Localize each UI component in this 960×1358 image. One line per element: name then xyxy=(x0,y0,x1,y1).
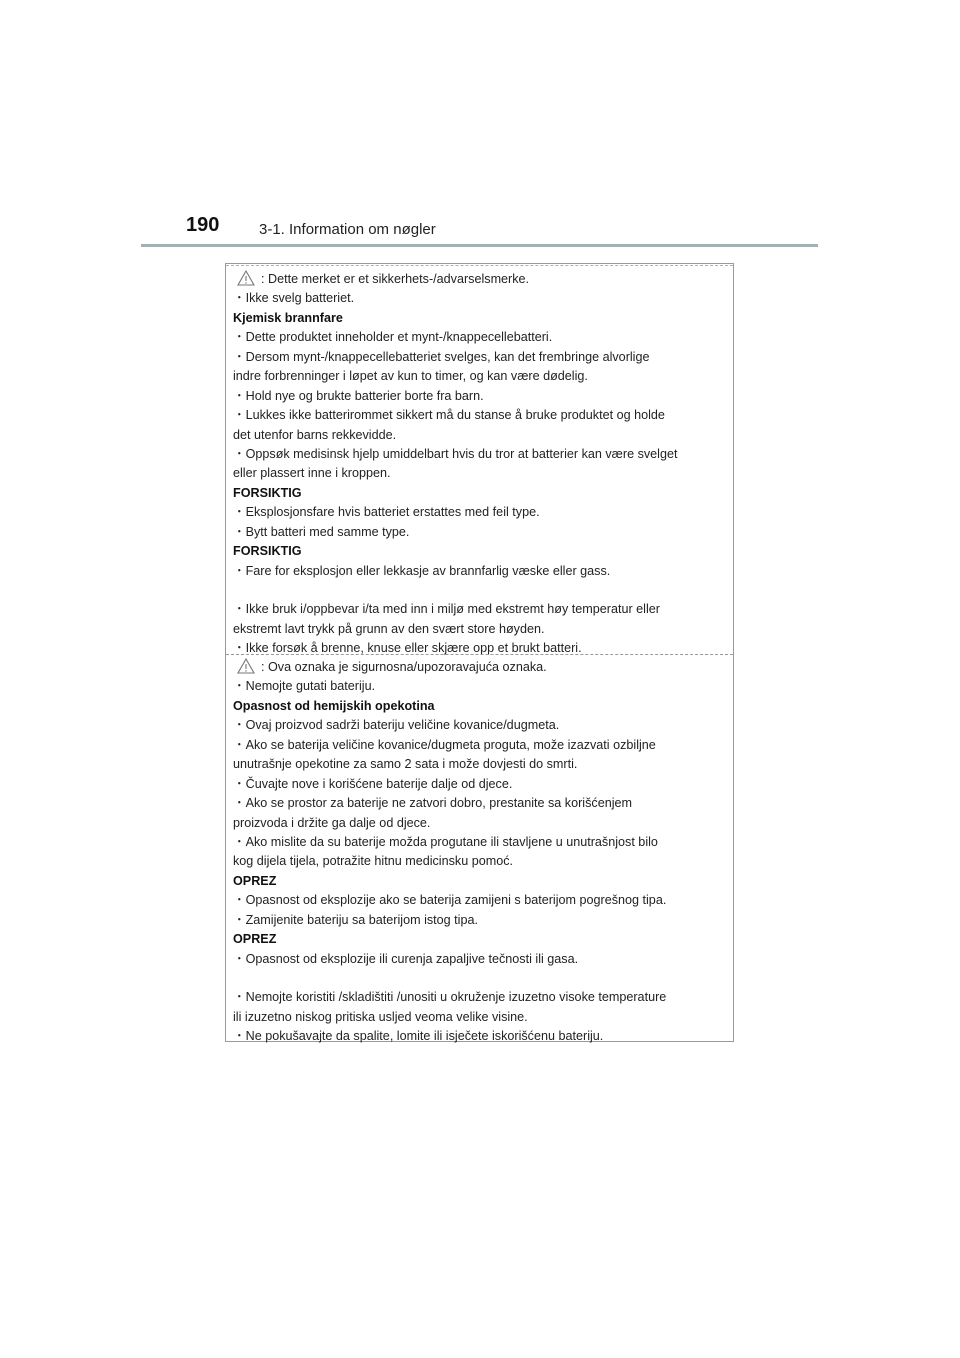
text-line: ・Nemojte koristiti /skladištiti /unositi u okruženje izuzetno visoke temperature xyxy=(233,990,667,1005)
text-line: ・Lukkes ikke batterirommet sikkert må du stanse å bruke produktet og holde xyxy=(233,408,665,423)
text-line: unutrašnje opekotine za samo 2 sata i može dovjesti do smrti. xyxy=(233,757,578,772)
text-line: ・Bytt batteri med samme type. xyxy=(233,524,410,539)
text-line: proizvoda i držite ga dalje od djece. xyxy=(233,815,431,830)
text-line: ・Ikke svelg batteriet. xyxy=(233,291,355,306)
norwegian-intro-line xyxy=(233,270,729,289)
text-line: ili izuzetno niskog pritiska usljed veoma velike visine. xyxy=(233,1009,528,1024)
text-line: ・Eksplosjonsfare hvis batteriet erstattes med feil type. xyxy=(233,505,540,520)
page-number: 190 xyxy=(186,214,220,236)
top-dashed-line xyxy=(226,265,733,266)
text-line: ・Oppsøk medisinsk hjelp umiddelbart hvis du tror at batterier kan være svelget xyxy=(233,446,678,461)
croatian-section xyxy=(233,658,729,1047)
text-line: ・Opasnost od eksplozije ili curenja zapaljive tečnosti ili gasa. xyxy=(233,951,579,966)
text-line: ・Ne pokušavajte da spalite, lomite ili isječete iskorišćenu bateriju. xyxy=(233,1029,604,1044)
norwegian-intro: : Dette merket er et sikkerhets-/advarselsmerke. xyxy=(261,272,530,286)
heading-chemical-burn: Opasnost od hemijskih opekotina xyxy=(233,698,435,713)
text-line: ・Čuvajte nove i korišćene baterije dalje od djece. xyxy=(233,776,513,791)
warning-box xyxy=(225,263,734,1042)
section-divider xyxy=(226,654,733,655)
blank-line xyxy=(233,969,729,988)
text-line: ・Ikke bruk i/oppbevar i/ta med inn i miljø med ekstremt høy temperatur eller xyxy=(233,602,660,617)
text-line: det utenfor barns rekkevidde. xyxy=(233,427,397,442)
heading-caution: OPREZ xyxy=(233,873,277,888)
text-line: ・Nemojte gutati bateriju. xyxy=(233,679,376,694)
text-line: indre forbrenninger i løpet av kun to timer, og kan være dødelig. xyxy=(233,369,588,384)
text-line: ekstremt lavt trykk på grunn av den svært store høyden. xyxy=(233,621,545,636)
heading-caution: OPREZ xyxy=(233,932,277,947)
norwegian-section xyxy=(233,270,729,659)
heading-caution: FORSIKTIG xyxy=(233,485,302,500)
text-line: ・Opasnost od eksplozije ako se baterija zamijeni s baterijom pogrešnog tipa. xyxy=(233,893,667,908)
header-rule xyxy=(141,244,818,247)
text-line: ・Ako se baterija veličine kovanice/dugmeta proguta, može izazvati ozbiljne xyxy=(233,737,656,752)
text-line: ・Ako mislite da su baterije možda progutane ili stavljene u unutrašnjost bilo xyxy=(233,834,658,849)
text-line: ・Dette produktet inneholder et mynt-/knappecellebatteri. xyxy=(233,330,553,345)
text-line: ・Zamijenite bateriju sa baterijom istog tipa. xyxy=(233,912,478,927)
text-line: ・Fare for eksplosjon eller lekkasje av brannfarlig væske eller gass. xyxy=(233,563,611,578)
text-line: kog dijela tijela, potražite hitnu medicinsku pomoć. xyxy=(233,854,514,869)
croatian-intro: : Ova oznaka je sigurnosna/upozoravajuća oznaka. xyxy=(261,660,547,674)
heading-caution: FORSIKTIG xyxy=(233,544,302,559)
text-line: ・Dersom mynt-/knappecellebatteriet svelges, kan det frembringe alvorlige xyxy=(233,349,650,364)
croatian-intro-line xyxy=(233,658,729,677)
heading-chemical-burn: Kjemisk brannfare xyxy=(233,310,343,325)
text-line: eller plassert inne i kroppen. xyxy=(233,466,391,481)
text-line: ・Ovaj proizvod sadrži bateriju veličine kovanice/dugmeta. xyxy=(233,718,560,733)
text-line: ・Ako se prostor za baterije ne zatvori dobro, prestanite sa korišćenjem xyxy=(233,796,632,811)
blank-line xyxy=(233,581,729,600)
warning-triangle-icon xyxy=(237,270,255,286)
section-title: 3-1. Information om nøgler xyxy=(259,221,436,238)
warning-triangle-icon xyxy=(237,658,255,674)
text-line: ・Hold nye og brukte batterier borte fra barn. xyxy=(233,388,484,403)
text-line: ・Ikke forsøk å brenne, knuse eller skjære opp et brukt batteri. xyxy=(233,641,582,656)
